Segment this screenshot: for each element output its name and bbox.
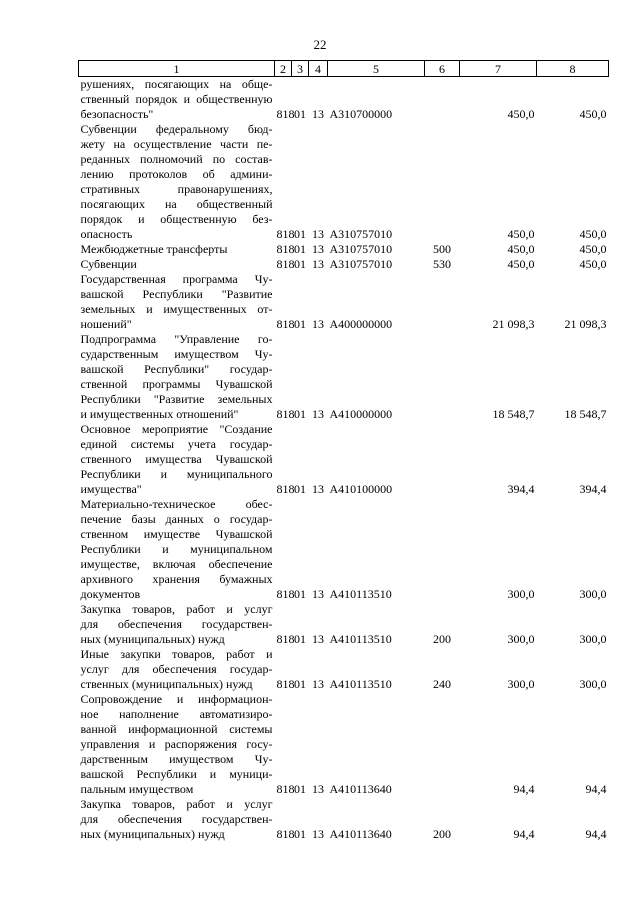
amount-col7: 450,0 bbox=[507, 257, 535, 271]
expense-kind-code: 530 bbox=[433, 257, 451, 271]
table-row bbox=[79, 602, 609, 647]
amount-col8: 450,0 bbox=[579, 257, 607, 271]
row-name-line: ственном имуществе Чувашской bbox=[80, 527, 273, 541]
row-name bbox=[79, 422, 275, 497]
row-name-line: ственного имущества Чувашской bbox=[80, 452, 273, 466]
row-name-line: архивного хранения бумажных bbox=[80, 572, 273, 586]
subsection-code: 13 bbox=[312, 227, 324, 241]
row-name-line: ственный порядок и общественную bbox=[80, 92, 273, 106]
section-code: 01 bbox=[294, 782, 306, 796]
table-row bbox=[79, 422, 609, 497]
expense-kind-code bbox=[425, 497, 460, 602]
row-name-line: пальным имуществом bbox=[80, 782, 194, 796]
row-name bbox=[79, 692, 275, 797]
target-article-code: A310757010 bbox=[329, 242, 393, 256]
section-code: 01 bbox=[294, 257, 306, 271]
ministry-code: 818 bbox=[276, 782, 295, 796]
row-name-line: ственных (муниципальных) нужд bbox=[80, 677, 253, 691]
expense-kind-code bbox=[425, 77, 460, 123]
table-row bbox=[79, 242, 609, 257]
section-code: 01 bbox=[294, 107, 306, 121]
amount-col7: 300,0 bbox=[507, 632, 535, 646]
row-name-line: Республики и муниципального bbox=[80, 467, 273, 481]
section-code: 01 bbox=[294, 482, 306, 496]
amount-col8: 300,0 bbox=[579, 632, 607, 646]
subsection-code: 13 bbox=[312, 587, 324, 601]
amount-col7: 450,0 bbox=[507, 107, 535, 121]
target-article-code: A310757010 bbox=[329, 227, 393, 241]
subsection-code: 13 bbox=[312, 242, 324, 256]
ministry-code: 818 bbox=[276, 242, 295, 256]
amount-col7: 450,0 bbox=[507, 242, 535, 256]
row-name-line: для обеспечения государствен- bbox=[80, 812, 273, 826]
ministry-code: 818 bbox=[276, 677, 295, 691]
subsection-code: 13 bbox=[312, 782, 324, 796]
row-name-line: имущества" bbox=[80, 482, 142, 496]
page-number: 22 bbox=[313, 37, 327, 52]
budget-table bbox=[78, 60, 609, 842]
row-name bbox=[79, 77, 275, 123]
row-name-line: Республики "Развитие земельных bbox=[80, 392, 273, 406]
amount-col8: 94,4 bbox=[585, 782, 607, 796]
row-name-line: вашской Республики" государ- bbox=[80, 362, 273, 376]
amount-col7: 450,0 bbox=[507, 227, 535, 241]
section-code: 01 bbox=[294, 407, 306, 421]
row-name-line: услуг для обеспечения государ- bbox=[80, 662, 273, 676]
expense-kind-code bbox=[425, 422, 460, 497]
subsection-code: 13 bbox=[312, 317, 324, 331]
row-name-line: Подпрограмма "Управление го- bbox=[80, 332, 273, 346]
row-name bbox=[79, 122, 275, 242]
row-name-line: Республики и муниципальном bbox=[80, 542, 273, 556]
expense-kind-code bbox=[425, 122, 460, 242]
row-name-line: земельных и имущественных от- bbox=[80, 302, 273, 316]
column-header: 2 bbox=[275, 61, 292, 77]
amount-col7: 94,4 bbox=[513, 827, 535, 841]
row-name-line: Межбюджетные трансферты bbox=[80, 242, 228, 256]
row-name bbox=[79, 497, 275, 602]
row-name-line: сударственным имуществом Чу- bbox=[80, 347, 273, 361]
amount-col8: 21 098,3 bbox=[564, 317, 607, 331]
target-article-code: A410000000 bbox=[329, 407, 393, 421]
row-name-line: Иные закупки товаров, работ и bbox=[80, 647, 273, 661]
amount-col8: 18 548,7 bbox=[564, 407, 607, 421]
column-header: 5 bbox=[328, 61, 425, 77]
row-name-line: ных (муниципальных) нужд bbox=[80, 632, 225, 646]
column-header: 6 bbox=[425, 61, 460, 77]
expense-kind-code bbox=[425, 332, 460, 422]
ministry-code: 818 bbox=[276, 407, 295, 421]
amount-col7: 394,4 bbox=[507, 482, 535, 496]
target-article-code: A410113510 bbox=[329, 632, 392, 646]
section-code: 01 bbox=[294, 677, 306, 691]
table-header-row bbox=[79, 61, 609, 77]
table-row bbox=[79, 797, 609, 842]
subsection-code: 13 bbox=[312, 107, 324, 121]
target-article-code: A410100000 bbox=[329, 482, 393, 496]
expense-kind-code: 200 bbox=[433, 827, 451, 841]
row-name bbox=[79, 242, 275, 257]
target-article-code: A410113510 bbox=[329, 587, 392, 601]
row-name-line: безопасность" bbox=[80, 107, 154, 121]
section-code: 01 bbox=[294, 227, 306, 241]
ministry-code: 818 bbox=[276, 482, 295, 496]
table-row bbox=[79, 647, 609, 692]
column-header: 7 bbox=[460, 61, 537, 77]
section-code: 01 bbox=[294, 632, 306, 646]
column-header: 8 bbox=[537, 61, 609, 77]
subsection-code: 13 bbox=[312, 677, 324, 691]
expense-kind-code: 240 bbox=[433, 677, 451, 691]
expense-kind-code bbox=[425, 692, 460, 797]
row-name-line: вашской Республики "Развитие bbox=[80, 287, 273, 301]
row-name-line: Субвенции bbox=[80, 257, 137, 271]
target-article-code: A400000000 bbox=[329, 317, 393, 331]
amount-col8: 450,0 bbox=[579, 227, 607, 241]
ministry-code: 818 bbox=[276, 227, 295, 241]
amount-col8: 94,4 bbox=[585, 827, 607, 841]
table-row bbox=[79, 122, 609, 242]
row-name-line: управления и распоряжения госу- bbox=[80, 737, 273, 751]
row-name-line: ношений" bbox=[80, 317, 132, 331]
amount-col8: 300,0 bbox=[579, 677, 607, 691]
column-header: 4 bbox=[309, 61, 328, 77]
row-name-line: единой системы учета государ- bbox=[80, 437, 273, 451]
subsection-code: 13 bbox=[312, 827, 324, 841]
amount-col7: 300,0 bbox=[507, 677, 535, 691]
amount-col8: 394,4 bbox=[579, 482, 607, 496]
amount-col7: 21 098,3 bbox=[492, 317, 535, 331]
table-row bbox=[79, 77, 609, 123]
section-code: 01 bbox=[294, 242, 306, 256]
row-name-line: порядок и общественную без- bbox=[80, 212, 273, 226]
row-name-line: Материально-техническое обес- bbox=[80, 497, 273, 511]
row-name-line: Основное мероприятие "Создание bbox=[80, 422, 273, 436]
row-name-line: имуществе, включая обеспечение bbox=[80, 557, 273, 571]
table-row bbox=[79, 272, 609, 332]
row-name bbox=[79, 797, 275, 842]
ministry-code: 818 bbox=[276, 317, 295, 331]
row-name-line: дарственным имуществом Чу- bbox=[80, 752, 273, 766]
amount-col7: 94,4 bbox=[513, 782, 535, 796]
column-header: 1 bbox=[79, 61, 275, 77]
row-name bbox=[79, 647, 275, 692]
table-row bbox=[79, 497, 609, 602]
row-name bbox=[79, 272, 275, 332]
section-code: 01 bbox=[294, 587, 306, 601]
row-name-line: ственной программы Чувашской bbox=[80, 377, 273, 391]
column-header: 3 bbox=[292, 61, 309, 77]
table-body bbox=[79, 77, 609, 843]
row-name bbox=[79, 602, 275, 647]
row-name-line: лению протоколов об админи- bbox=[80, 167, 273, 181]
row-name-line: Сопровождение и информацион- bbox=[80, 692, 273, 706]
row-name-line: Субвенции федеральному бюд- bbox=[80, 122, 273, 136]
target-article-code: A410113510 bbox=[329, 677, 392, 691]
amount-col7: 300,0 bbox=[507, 587, 535, 601]
section-code: 01 bbox=[294, 317, 306, 331]
amount-col8: 450,0 bbox=[579, 107, 607, 121]
ministry-code: 818 bbox=[276, 827, 295, 841]
expense-kind-code: 200 bbox=[433, 632, 451, 646]
row-name-line: Закупка товаров, работ и услуг bbox=[80, 797, 273, 811]
row-name-line: рушениях, посягающих на обще- bbox=[80, 77, 273, 91]
expense-kind-code: 500 bbox=[433, 242, 451, 256]
row-name-line: посягающих на общественный bbox=[80, 197, 273, 211]
ministry-code: 818 bbox=[276, 587, 295, 601]
row-name-line: ное наполнение автоматизиро- bbox=[80, 707, 273, 721]
subsection-code: 13 bbox=[312, 257, 324, 271]
amount-col8: 450,0 bbox=[579, 242, 607, 256]
row-name-line: документов bbox=[80, 587, 141, 601]
target-article-code: A410113640 bbox=[329, 782, 392, 796]
row-name-line: ных (муниципальных) нужд bbox=[80, 827, 225, 841]
row-name-line: Государственная программа Чу- bbox=[80, 272, 273, 286]
row-name-line: опасность bbox=[80, 227, 133, 241]
table-row bbox=[79, 332, 609, 422]
table-row bbox=[79, 692, 609, 797]
table-row bbox=[79, 257, 609, 272]
row-name bbox=[79, 257, 275, 272]
amount-col7: 18 548,7 bbox=[492, 407, 535, 421]
row-name-line: печение базы данных о государ- bbox=[80, 512, 273, 526]
target-article-code: A310700000 bbox=[329, 107, 393, 121]
row-name-line: ванной информационной системы bbox=[80, 722, 273, 736]
subsection-code: 13 bbox=[312, 632, 324, 646]
target-article-code: A310757010 bbox=[329, 257, 393, 271]
amount-col8: 300,0 bbox=[579, 587, 607, 601]
ministry-code: 818 bbox=[276, 632, 295, 646]
subsection-code: 13 bbox=[312, 407, 324, 421]
target-article-code: A410113640 bbox=[329, 827, 392, 841]
row-name-line: жету на осуществление части пе- bbox=[80, 137, 273, 151]
section-code: 01 bbox=[294, 827, 306, 841]
ministry-code: 818 bbox=[276, 107, 295, 121]
row-name-line: Закупка товаров, работ и услуг bbox=[80, 602, 273, 616]
row-name-line: реданных полномочий по состав- bbox=[80, 152, 273, 166]
row-name bbox=[79, 332, 275, 422]
row-name-line: и имущественных отношений" bbox=[80, 407, 239, 421]
row-name-line: стративных правонарушениях, bbox=[80, 182, 273, 196]
expense-kind-code bbox=[425, 272, 460, 332]
row-name-line: вашской Республики и муници- bbox=[80, 767, 273, 781]
row-name-line: для обеспечения государствен- bbox=[80, 617, 273, 631]
ministry-code: 818 bbox=[276, 257, 295, 271]
subsection-code: 13 bbox=[312, 482, 324, 496]
